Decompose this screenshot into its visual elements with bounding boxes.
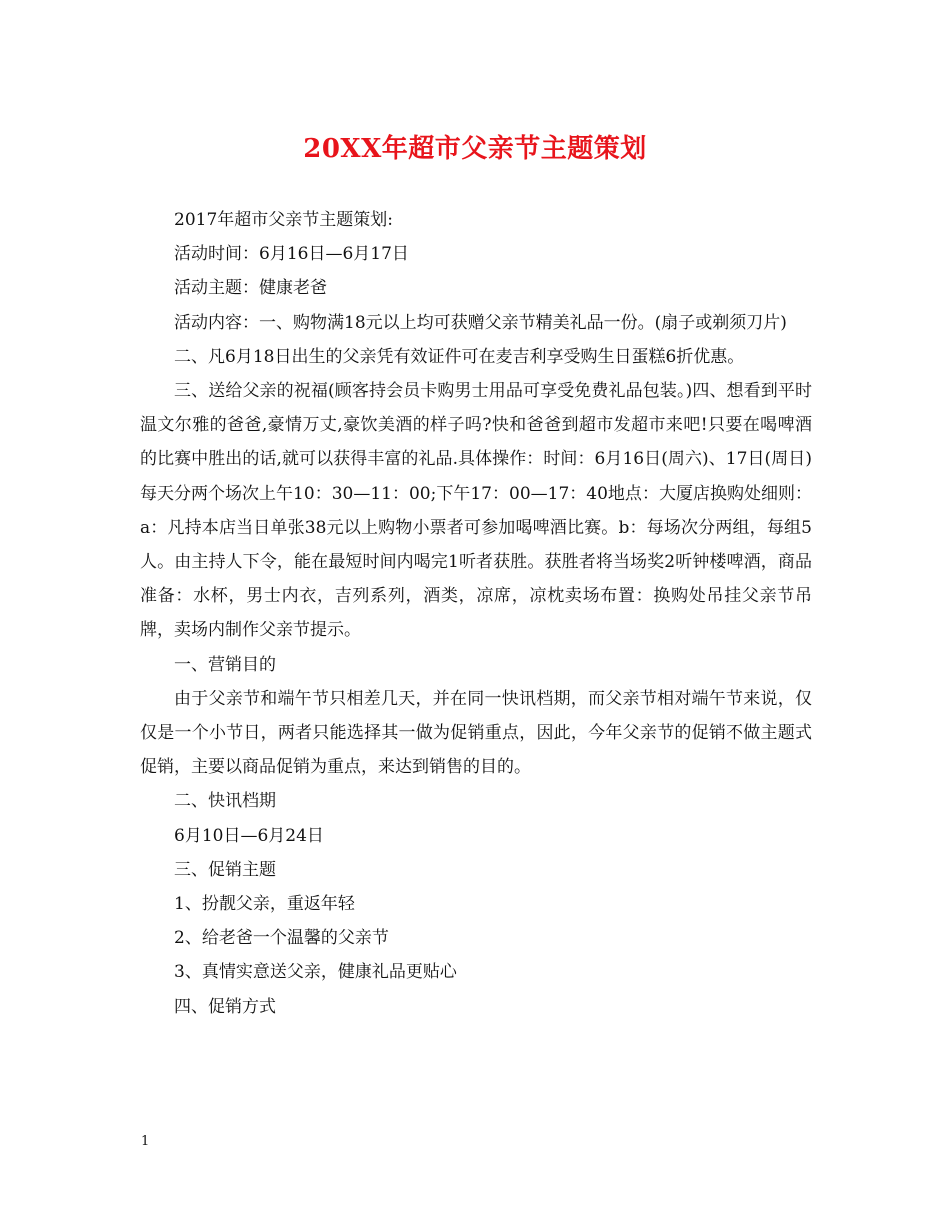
paragraph: 三、促销主题 [174,859,276,880]
paragraph: 6月10日—6月24日 [174,825,324,846]
paragraph: 1、扮靓父亲，重返年轻 [174,894,355,915]
page-number: 1 [141,1134,150,1149]
paragraph: 活动时间：6月16日—6月17日 [174,244,409,265]
paragraph: 2、给老爸一个温馨的父亲节 [174,928,389,949]
paragraph: 二、凡6月18日出生的父亲凭有效证件可在麦吉利享受购生日蛋糕6折优惠。 [174,346,745,367]
document-body [140,203,812,1024]
paragraph: 二、快讯档期 [174,791,276,812]
paragraph: 一、营销目的 [174,654,276,675]
paragraph: 活动内容：一、购物满18元以上均可获赠父亲节精美礼品一份。(扇子或剃须刀片) [174,312,787,333]
paragraph: 活动主题：健康老爸 [174,278,327,299]
paragraph: 2017年超市父亲节主题策划: [174,210,393,230]
paragraph: 3、真情实意送父亲，健康礼品更贴心 [174,962,457,983]
paragraph: 三、送给父亲的祝福(顾客持会员卡购男士用品可享受免费礼品包装。)四、想看到平时温文尔雅的爸爸,豪情万丈,豪饮美酒的样子吗?快和爸爸到超市发超市来吧!只要在喝啤酒的比赛中胜出的话,就可以获得丰富的礼品.具体操作：时间：6月16日(周六)、17日(周日)每天分两个场次上午10：30—11：00;下午17：00—17：40地点：大厦店换购处细则：a：凡持本店当日单张38元以上购物小票者可参加喝啤酒比赛。b：每场次分两组，每组5人。由主持人下令，能在最短时间内喝完1听者获胜。获胜者将当场奖2听钟楼啤酒，商品准备：水杯，男士内衣，吉列系列，酒类，凉席，凉枕卖场布置：换购处吊挂父亲节吊牌，卖场内制作父亲节提示。 [140,381,812,641]
paragraph: 四、促销方式 [174,996,276,1017]
document-title: 20XX年超市父亲节主题策划 [303,134,647,164]
paragraph: 由于父亲节和端午节只相差几天，并在同一快讯档期，而父亲节相对端午节来说，仅仅是一个小节日，两者只能选择其一做为促销重点，因此，今年父亲节的促销不做主题式促销，主要以商品促销为重点，来达到销售的目的。 [140,688,812,778]
